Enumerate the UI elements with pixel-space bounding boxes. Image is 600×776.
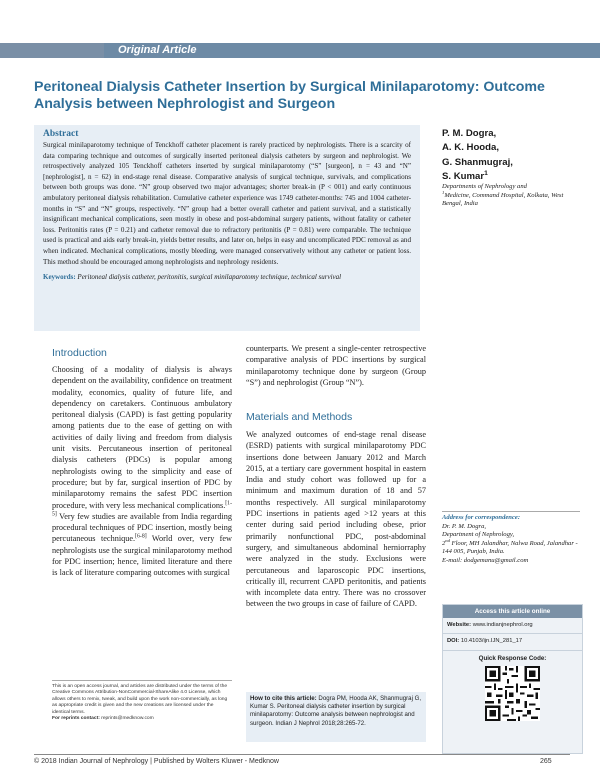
methods-text: We analyzed outcomes of end-stage renal disease (ESRD) patients with surgical minilaparotomy PDC insertions done between January 2012 and March 2015, at a tertiary care government hospital in eastern India and study cohort was followed up for a minimum and maximum duration of 18 and 57 months respectively. All surgical minilaparotomy PDC insertions in patients aged >12 years at this center during said period including obese, prior primarily nonfunctional PDC, post-abdominal surgery, and simultaneous abdominal herniorraphy were analyzed in the study. Exclusions were percutaneous and laparoscopic PDC insertions, critically ill, recurrent CAPD peritonitis, and patients with incomplete data entry. There was no crossover between the two groups in case of failure of CAPD.	[246, 430, 426, 609]
doi-link[interactable]: 10.4103/ijn.IJN_281_17	[460, 638, 523, 644]
footer-divider	[34, 754, 570, 755]
keywords-label: Keywords:	[43, 273, 76, 282]
article-title: Peritoneal Dialysis Catheter Insertion by Surgical Minilaparotomy: Outcome Analysis between Nephrologist and Surgeon	[34, 79, 545, 112]
methods-heading: Materials and Methods	[246, 411, 353, 423]
citation-label: How to cite this article:	[250, 695, 317, 702]
doi-row: DOI: 10.4103/ijn.IJN_281_17	[447, 638, 523, 644]
author-list	[442, 127, 582, 184]
reference[interactable]: [6-8]	[135, 533, 147, 540]
article-type-banner	[0, 43, 600, 58]
citation-box	[246, 692, 426, 742]
footer-copyright: © 2018 Indian Journal of Nephrology | Published by Wolters Kluwer - Medknow	[34, 758, 279, 765]
keywords-text: Peritoneal dialysis catheter, peritonitis, surgical minilaparotomy technique, technical survival	[77, 273, 342, 282]
introduction-heading: Introduction	[52, 347, 107, 359]
introduction-text: Choosing of a modality of dialysis is always dependent on the availability, confidence on treatment modality, economics, quality of future life, and dependency on caretakers. Continuous ambulatory peritoneal dialysis (CAPD) is fast getting popularity among patients due to the ease of getting on with activities of daily living and freedom from dialysis unit visits. Percutaneous insertion of peritoneal dialysis catheters (PDCs) is popular among nephrologists owing to the simplicity and ease of procedure; but by far, surgical insertion of PDC by minilaparotomy remains the safest PDC insertion procedure, with very less mechanical complications.[1-5] Very few studies are available from India regarding procedural techniques of PDC insertion, mostly being percutaneous technique.[6-8] World over, very few nephrologists use the surgical minilaparotomy method for PDC insertion; hence, limited literature and there is lack of literature comparing outcomes with surgical	[52, 365, 233, 578]
introduction-continued: counterparts. We present a single-center retrospective comparative analysis of PDC insertions by surgical minilaparotomy technique done by surgeon (Group “S”) and nephrologist (Group “N”).	[246, 344, 426, 387]
access-online-box	[442, 604, 583, 754]
correspondence-divider	[442, 511, 580, 512]
abstract-text: Surgical minilaparotomy technique of Tenckhoff catheter placement is rarely practiced by nephrologists. There is a scarcity of data comparing technique and outcomes of surgically inserted peritoneal dialysis catheters by surgeon and nephrologist. We retrospectively analyzed 105 Tenckhoff catheters inserted by surgical minilaparotomy (“S” [surgeon], n = 43 and “N” [nephrologist], n = 62) in end-stage renal disease. Comparative analysis of surgical technique, survivals, and complications between both groups was done. “N” group observed two major advantages; shorter break-in (P < 001) and early continuous ambulatory peritoneal dialysis rehabilitation. Cumulative catheter experience was 1749 catheter-months: 745 and 1004 catheter-months in “S” and “N” groups, respectively. “N” group had a better overall catheter and patient survival, and a statistically insignificant mechanical complications, seen mostly in obese and post-abdominal surgery patients, without fatality or catheter loss. Peritonitis rates (P = 0.21) and catheter removal due to refractory peritonitis (P = 0.81) were comparable. The technique used is practical and aids early break-in, yields better results, and later on, helps in easy and uncomplicated PDC removal as and when indicated. Mechanical complications, mostly bleeding, were managed conservatively without any catheter or patient loss. This method should be encouraged among nephrologists and nephrology residents.	[43, 141, 411, 266]
abstract-box	[34, 125, 420, 331]
author: G. Shanmugraj,	[442, 156, 513, 168]
qr-code-icon[interactable]	[485, 666, 540, 721]
open-access-note: This is an open access journal, and articles are distributed under the terms of the Creative Commons Attribution-NonCommercial-ShareAlike 4.0 License, which allows others to remix, tweak, and build upon the work non-commercially, as long as appropriate credit is given and the new creations are licensed under the identical terms.	[52, 684, 228, 715]
affiliation-superscript: 1	[442, 189, 445, 195]
citation-text: Dogra PM, Hooda AK, Shanmugraj G, Kumar S. Peritoneal dialysis catheter insertion by surgical minilaparotomy: Outcome analysis between nephrologist and surgeon. Indian J Nephrol 2018;28:265-72.	[250, 695, 422, 727]
footnote-divider	[52, 680, 232, 681]
article-type-label: Original Article	[118, 44, 197, 56]
abstract-heading: Abstract	[43, 129, 79, 139]
correspondence-address: Address for correspondence: Dr. P. M. Dogra, Department of Nephrology, 2nd Floor, MH Jalandhar, Nalwa Road, Jalandhar - 144 005, Punjab, India. E-mail: dodgemanu@gmail.com	[442, 514, 582, 566]
website-link[interactable]: www.indianjnephrol.org	[472, 622, 533, 628]
correspondence-email[interactable]: E-mail: dodgemanu@gmail.com	[442, 556, 529, 564]
keywords	[43, 272, 411, 282]
reprints-email[interactable]: reprints@medknow.com	[101, 716, 154, 721]
reference[interactable]: [1-5]	[52, 499, 232, 518]
reprints-contact: For reprints contact: reprints@medknow.com	[52, 716, 154, 721]
page-number: 265	[540, 758, 552, 765]
author: S. Kumar$^1$	[442, 169, 488, 182]
author-superscript: 1	[484, 169, 488, 177]
website-row: Website: www.indianjnephrol.org	[447, 622, 533, 628]
access-header: Access this article online	[443, 605, 582, 618]
affiliation: Departments of Nephrology and $^1$Medicine, Command Hospital, Kolkata, West Bengal, India	[442, 183, 564, 208]
author: A. K. Hooda,	[442, 142, 500, 154]
author: P. M. Dogra,	[442, 128, 497, 139]
qr-label: Quick Response Code:	[478, 655, 547, 662]
correspondence-heading: Address for correspondence:	[442, 514, 521, 521]
